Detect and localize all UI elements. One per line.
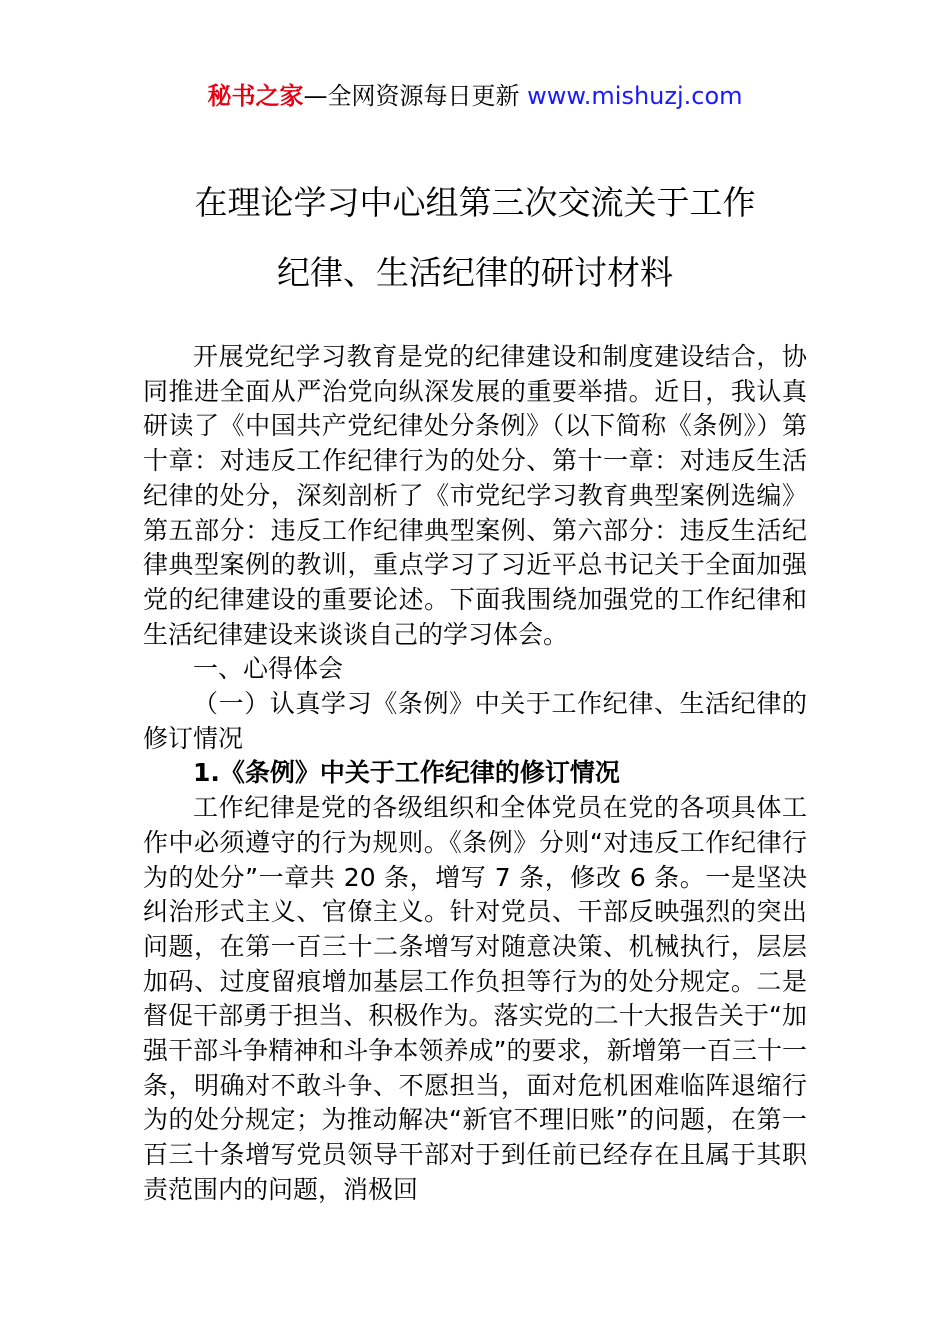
brand-name: 秘书之家 (207, 82, 304, 110)
header-dash: — (303, 82, 328, 110)
site-url-link[interactable]: www.mishuzj.com (527, 82, 743, 110)
subsection-heading: （一）认真学习《条例》中关于工作纪律、生活纪律的修订情况 (143, 689, 807, 753)
title-line-1: 在理论学习中心组第三次交流关于工作 (194, 183, 756, 222)
intro-paragraph: 开展党纪学习教育是党的纪律建设和制度建设结合，协同推进全面从严治党向纵深发展的重要举措。近日，我认真研读了《中国共产党纪律处分条例》（以下简称《条例》）第十章：对违反工作纪律行为的处分、第十一章：对违反生活纪律的处分，深刻剖析了《市党纪学习教育典型案例选编》第五部分：违反工作纪律典型案例、第六部分：违反生活纪律典型案例的教训，重点学习了习近平总书记关于全面加强党的纪律建设的重要论述。下面我围绕加强党的工作纪律和生活纪律建设来谈谈自己的学习体会。 (143, 342, 807, 649)
document-body (143, 340, 807, 1208)
title-line-2: 纪律、生活纪律的研讨材料 (277, 253, 673, 292)
document-title (0, 168, 950, 308)
body-paragraph: 工作纪律是党的各级组织和全体党员在党的各项具体工作中必须遵守的行为规则。《条例》分则“对违反工作纪律行为的处分”一章共 20 条，增写 7 条，修改 6 条。一是坚决纠治形式主义、官僚主义。针对党员、干部反映强烈的突出问题，在第一百三十二条增写对随意决策、机械执行，层层加码、过度留痕增加基层工作负担等行为的处分规定。二是督促干部勇于担当、积极作为。落实党的二十大报告关于“加强干部斗争精神和斗争本领养成”的要求，新增第一百三十一条，明确对不敢斗争、不愿担当，面对危机困难临阵退缩行为的处分规定；为推动解决“新官不理旧账”的问题，在第一百三十条增写党员领导干部对于到任前已经存在且属于其职责范围内的问题，消极回 (143, 793, 807, 1204)
header-tagline: 全网资源每日更新 (327, 82, 520, 110)
item-heading: 1.《条例》中关于工作纪律的修订情况 (193, 758, 620, 788)
section-heading: 一、心得体会 (193, 654, 344, 684)
site-header (0, 80, 950, 112)
